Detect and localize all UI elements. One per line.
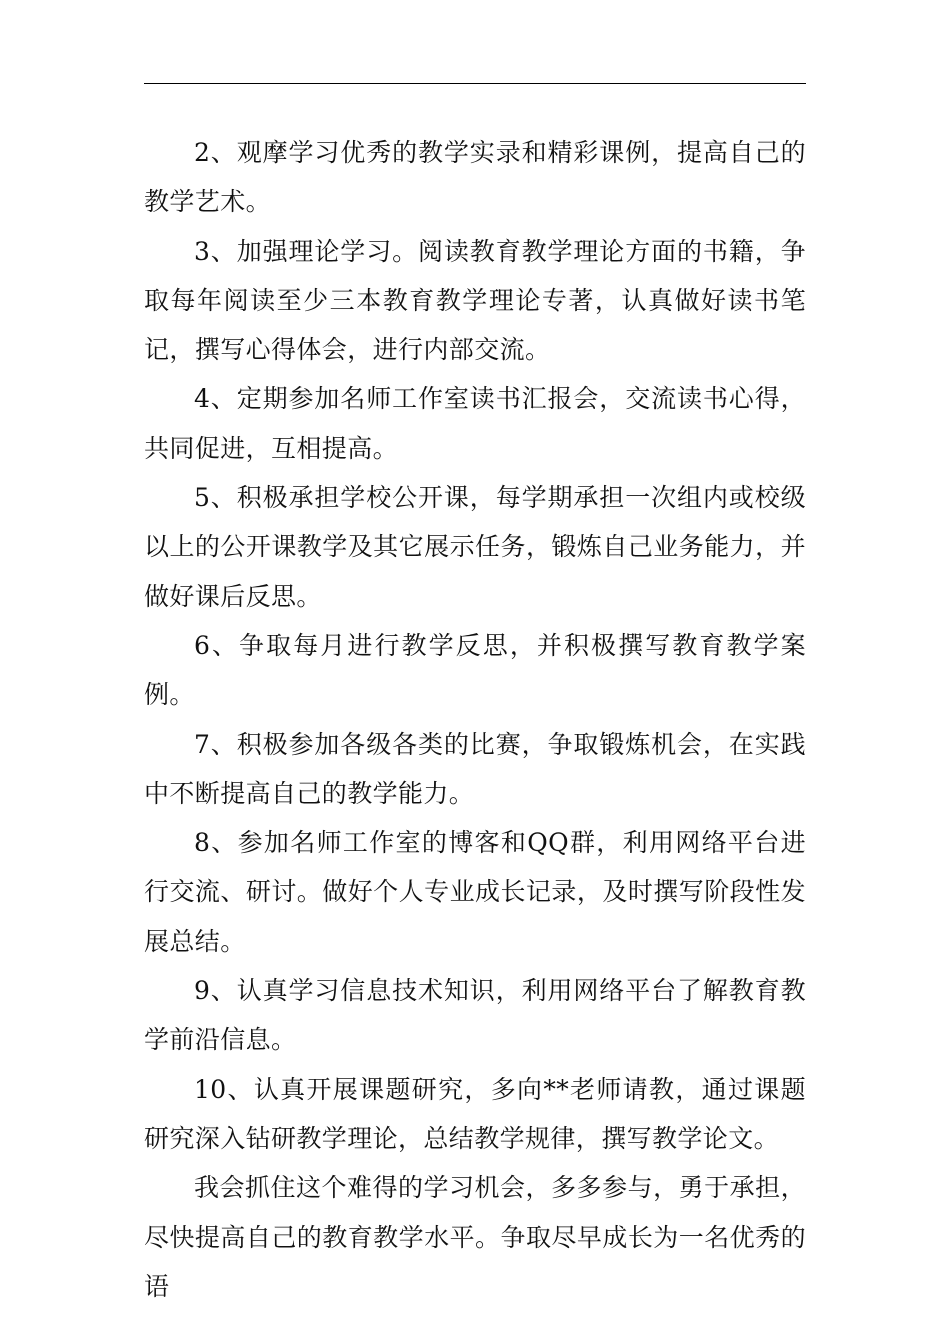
paragraph-item-5: 5、积极承担学校公开课，每学期承担一次组内或校级以上的公开课教学及其它展示任务，锻炼自己业务能力，并做好课后反思。: [144, 483, 806, 611]
paragraph-item-10: 10、认真开展课题研究，多向**老师请教，通过课题研究深入钻研教学理论，总结教学规律，撰写教学论文。: [144, 1074, 806, 1153]
document-body: [144, 128, 806, 1311]
paragraph-item-9: 9、认真学习信息技术知识，利用网络平台了解教育教学前沿信息。: [144, 976, 806, 1055]
paragraph-item-6: 6、争取每月进行教学反思，并积极撰写教育教学案例。: [144, 630, 806, 710]
paragraph-item-7: 7、积极参加各级各类的比赛，争取锻炼机会，在实践中不断提高自己的教学能力。: [144, 729, 806, 808]
paragraph-item-2: 2、观摩学习优秀的教学实录和精彩课例，提高自己的教学艺术。: [144, 138, 806, 217]
paragraph-item-8: 8、参加名师工作室的博客和QQ群，利用网络平台进行交流、研讨。做好个人专业成长记录，及时撰写阶段性发展总结。: [144, 828, 806, 956]
header-rule: [144, 83, 806, 84]
paragraph-item-3: 3、加强理论学习。阅读教育教学理论方面的书籍，争取每年阅读至少三本教育教学理论专著，认真做好读书笔记，撰写心得体会，进行内部交流。: [144, 236, 806, 365]
paragraph-item-4: 4、定期参加名师工作室读书汇报会，交流读书心得，共同促进，互相提高。: [144, 384, 806, 463]
paragraph-closing: 我会抓住这个难得的学习机会，多多参与，勇于承担，尽快提高自己的教育教学水平。争取尽早成长为一名优秀的语: [144, 1173, 806, 1301]
